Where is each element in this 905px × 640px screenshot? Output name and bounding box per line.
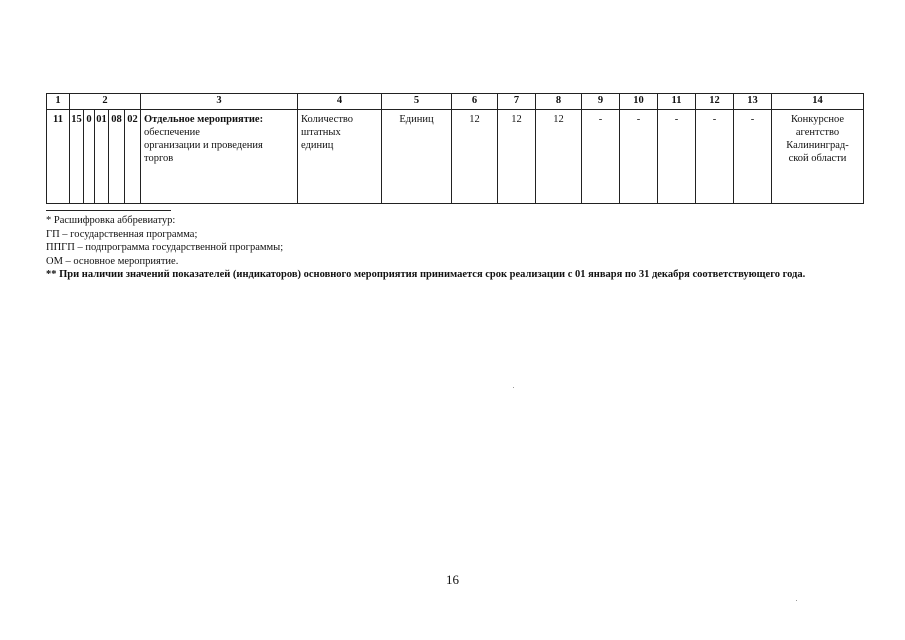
code-cell: 02 (125, 110, 141, 204)
value-cell: - (658, 110, 696, 204)
header-cell: 4 (298, 94, 382, 110)
header-cell: 3 (141, 94, 298, 110)
header-cell: 2 (70, 94, 141, 110)
header-cell: 12 (696, 94, 734, 110)
executor-line: ской области (788, 153, 847, 164)
scan-speck (796, 600, 797, 601)
value-cell: - (582, 110, 620, 204)
value-cell: 12 (498, 110, 536, 204)
table-header-row (47, 94, 864, 110)
footnotes (46, 214, 886, 282)
footnote-line: ППГП – подпрограмма государственной программы; (46, 242, 284, 253)
value-cell: 12 (536, 110, 582, 204)
indicator-line: штатных (301, 127, 341, 138)
indicators-table (46, 93, 864, 204)
header-cell: 5 (382, 94, 452, 110)
footnote-line: ОМ – основное мероприятие. (46, 255, 179, 267)
header-cell: 10 (620, 94, 658, 110)
indicator-line: Количество (301, 114, 354, 125)
scan-speck (513, 387, 514, 388)
indicator-cell (298, 110, 382, 204)
executor-line: агентство (795, 127, 840, 138)
header-cell: 7 (498, 94, 536, 110)
footnote-line: * Расшифровка аббревиатур: (46, 215, 176, 226)
value-cell: - (620, 110, 658, 204)
header-cell: 6 (452, 94, 498, 110)
code-cell: 01 (95, 110, 109, 204)
value-cell: - (734, 110, 772, 204)
executor-line: Калининград- (786, 140, 849, 151)
header-cell: 14 (772, 94, 864, 110)
code-cell: 15 (70, 110, 84, 204)
value-cell: 12 (452, 110, 498, 204)
activity-name-lead: Отдельное мероприятие: (144, 114, 264, 125)
footnote-period: ** При наличии значений показателей (индикаторов) основного мероприятия принимается срок реализации с 01 января по 31 декабря соответствующего года. (46, 269, 806, 280)
page-number: 16 (446, 572, 459, 587)
activity-name-line: организации и проведения (144, 140, 263, 151)
executor-cell (772, 110, 864, 204)
footnote-line: ГП – государственная программа; (46, 228, 198, 240)
executor-line: Конкурсное (790, 114, 845, 125)
header-cell: 8 (536, 94, 582, 110)
code-cell: 08 (109, 110, 125, 204)
code-cell: 0 (84, 110, 95, 204)
activity-name-cell (141, 110, 298, 204)
footnote-separator (46, 210, 171, 211)
unit-cell: Единиц (382, 110, 452, 204)
header-cell: 1 (47, 94, 70, 110)
header-cell: 11 (658, 94, 696, 110)
header-cell: 13 (734, 94, 772, 110)
code-cell: 11 (47, 110, 70, 204)
header-cell: 9 (582, 94, 620, 110)
table-row (47, 110, 864, 204)
activity-name-line: торгов (144, 153, 174, 164)
activity-name-line: обеспечение (144, 127, 200, 138)
indicator-line: единиц (301, 140, 334, 151)
value-cell: - (696, 110, 734, 204)
